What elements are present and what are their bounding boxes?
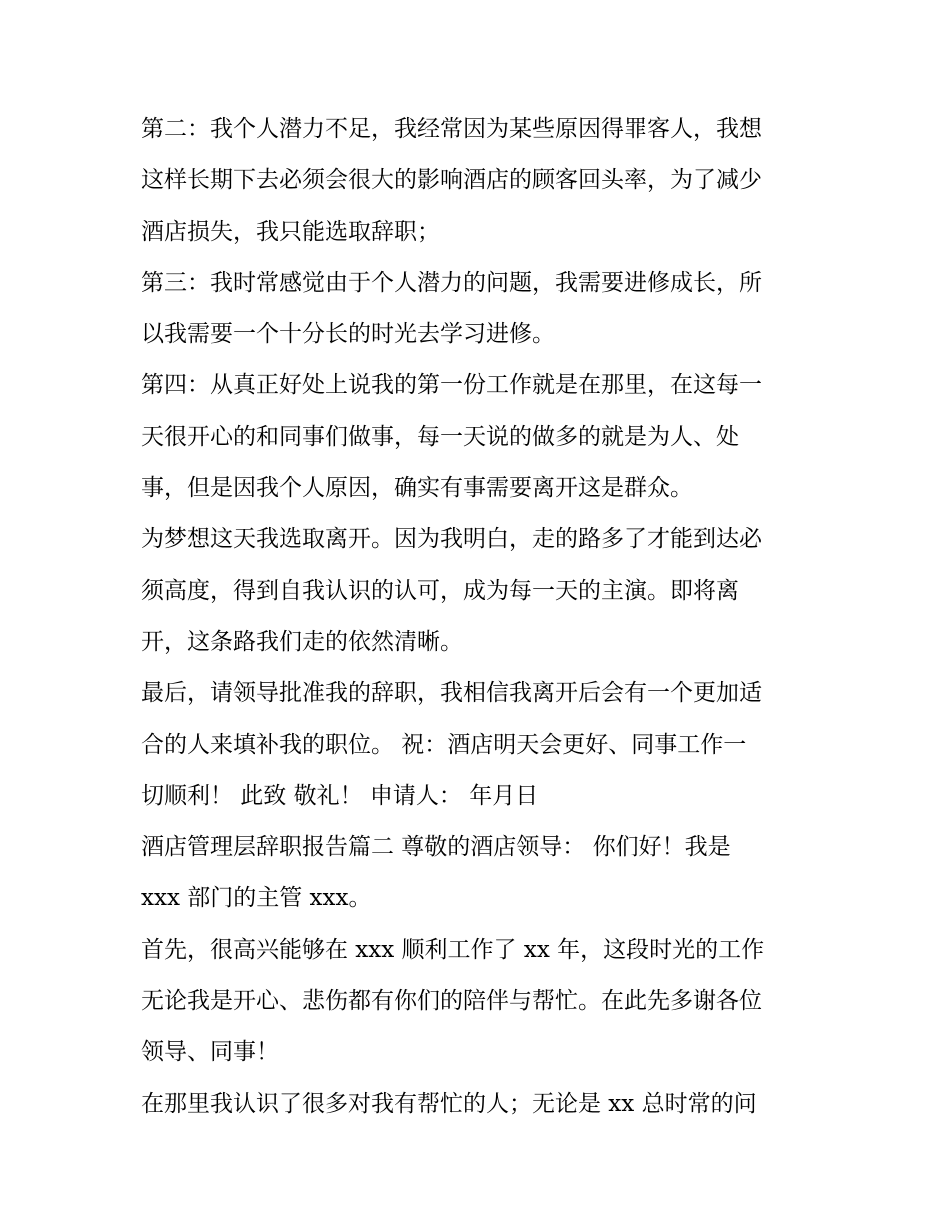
text-line: 在那里我认识了很多对我有帮忙的人；无论是 xx 总时常的问 [141, 1090, 757, 1117]
text-line: 首先，很高兴能够在 xxx 顺利工作了 xx 年，这段时光的工作 [141, 936, 765, 963]
text-line: 为梦想这天我选取离开。因为我明白，走的路多了才能到达必 [141, 526, 762, 553]
text-line: 须高度，得到自我认识的认可，成为每一天的主演。即将离 [141, 577, 739, 604]
text-line: 第二：我个人潜力不足，我经常因为某些原因得罪客人，我想 [141, 116, 762, 142]
text-line: 无论我是开心、悲伤都有你们的陪伴与帮忙。在此先多谢各位 [141, 988, 762, 1015]
text-line: 天很开心的和同事们做事，每一天说的做多的就是为人、处 [141, 423, 739, 450]
text-line: 最后，请领导批准我的辞职，我相信我离开后会有一个更加适 [141, 680, 762, 707]
text-line: xxx 部门的主管 xxx。 [141, 885, 372, 912]
text-line: 酒店损失，我只能选取辞职； [141, 218, 440, 245]
text-line: 这样长期下去必须会很大的影响酒店的顾客回头率，为了减少 [141, 167, 762, 194]
text-line: 领导、同事！ [141, 1039, 279, 1066]
text-line: 合的人来填补我的职位。 祝：酒店明天会更好、同事工作一 [141, 731, 747, 758]
text-line: 切顺利！ 此致 敬礼！ 申请人： 年月日 [141, 782, 539, 809]
text-line: 第四：从真正好处上说我的第一份工作就是在那里，在这每一 [141, 372, 762, 399]
text-line: 事，但是因我个人原因，确实有事需要离开这是群众。 [141, 475, 693, 502]
text-line: 第三：我时常感觉由于个人潜力的问题，我需要进修成长，所 [141, 269, 762, 296]
text-line: 酒店管理层辞职报告篇二 尊敬的酒店领导： 你们好！我是 [141, 834, 731, 861]
text-line: 以我需要一个十分长的时光去学习进修。 [141, 321, 555, 348]
text-line: 开，这条路我们走的依然清晰。 [141, 628, 463, 655]
document-body [141, 104, 821, 1130]
